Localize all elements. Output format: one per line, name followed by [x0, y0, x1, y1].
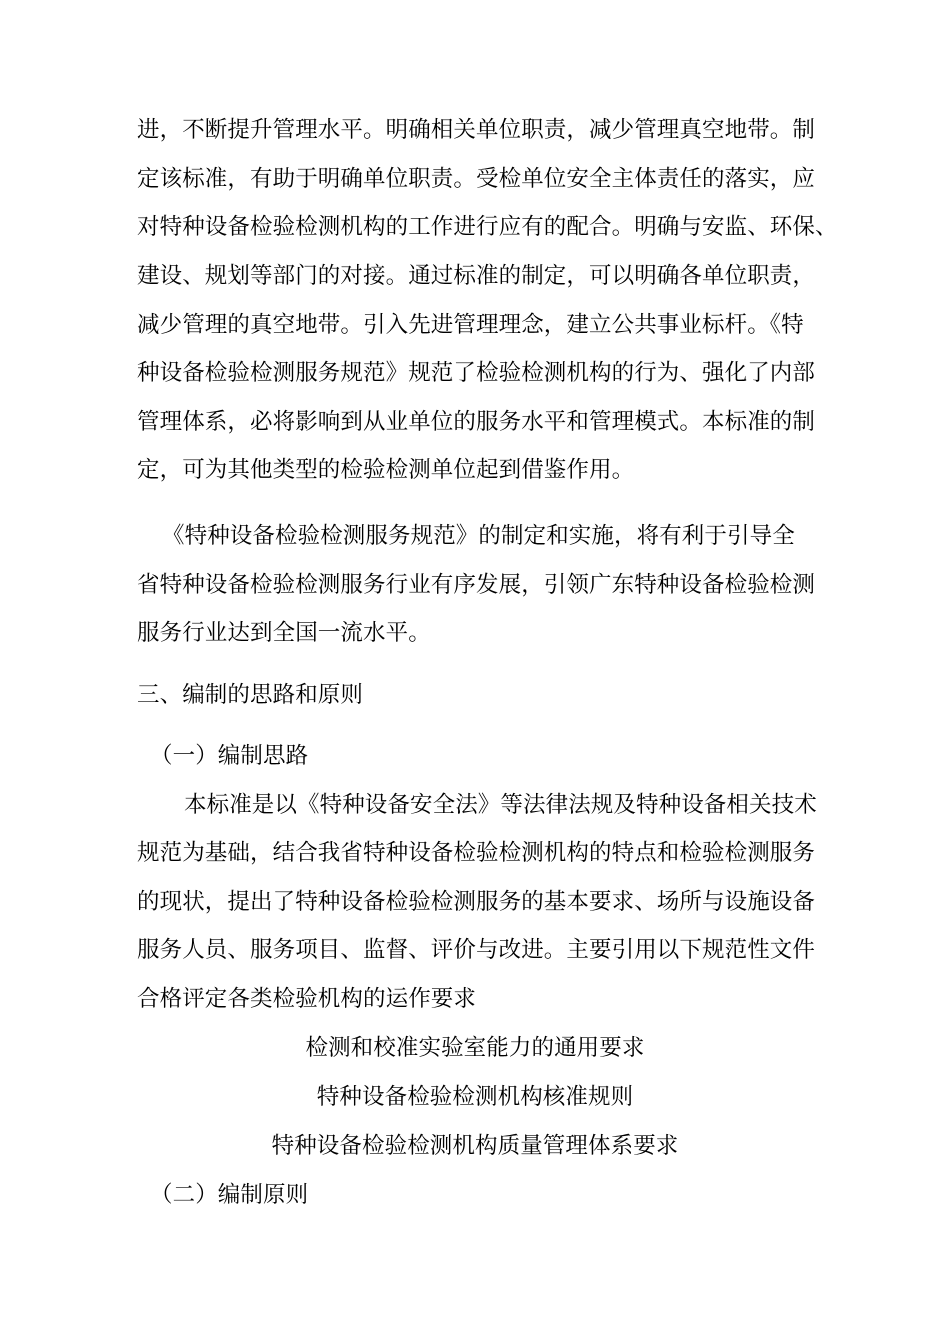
paragraph-2-line-1: 《特种设备检验检测服务规范》的制定和实施，将有利于引导全 [162, 523, 795, 549]
paragraph-2-line-3: 服务行业达到全国一流水平。 [137, 620, 431, 646]
subsection-1-line-2: 规范为基础，结合我省特种设备检验检测机构的特点和检验检测服务 [137, 840, 816, 866]
paragraph-1-line-6: 种设备检验检测服务规范》规范了检验检测机构的行为、强化了内部 [137, 360, 816, 386]
reference-item-1: 检测和校准实验室能力的通用要求 [305, 1035, 645, 1061]
subsection-2-heading: （二）编制原则 [150, 1182, 309, 1208]
paragraph-1-line-1: 进，不断提升管理水平。明确相关单位职责，减少管理真空地带。制 [137, 117, 816, 143]
subsection-1-heading: （一）编制思路 [150, 743, 309, 769]
paragraph-1-line-7: 管理体系，必将影响到从业单位的服务水平和管理模式。本标准的制 [137, 409, 816, 435]
paragraph-1-line-8: 定，可为其他类型的检验检测单位起到借鉴作用。 [137, 457, 635, 483]
section-3-heading: 三、编制的思路和原则 [137, 682, 364, 708]
subsection-1-line-1: 本标准是以《特种设备安全法》等法律法规及特种设备相关技术 [184, 792, 817, 818]
paragraph-2-line-2: 省特种设备检验检测服务行业有序发展，引领广东特种设备检验检测 [137, 572, 816, 598]
subsection-1-line-3: 的现状，提出了特种设备检验检测服务的基本要求、场所与设施设备 [137, 889, 816, 915]
subsection-1-line-5: 合格评定各类检验机构的运作要求 [137, 986, 477, 1012]
reference-item-3: 特种设备检验检测机构质量管理体系要求 [271, 1133, 679, 1159]
paragraph-1-line-2: 定该标准，有助于明确单位职责。受检单位安全主体责任的落实，应 [137, 166, 816, 192]
subsection-1-line-4: 服务人员、服务项目、监督、评价与改进。主要引用以下规范性文件 [137, 937, 816, 963]
paragraph-1-line-3: 对特种设备检验检测机构的工作进行应有的配合。明确与安监、环保、 [137, 214, 838, 240]
paragraph-1-line-4: 建设、规划等部门的对接。通过标准的制定，可以明确各单位职责， [137, 263, 816, 289]
paragraph-1-line-5: 减少管理的真空地带。引入先进管理理念，建立公共事业标杆。《特 [137, 312, 804, 338]
reference-item-2: 特种设备检验检测机构核准规则 [316, 1084, 634, 1110]
